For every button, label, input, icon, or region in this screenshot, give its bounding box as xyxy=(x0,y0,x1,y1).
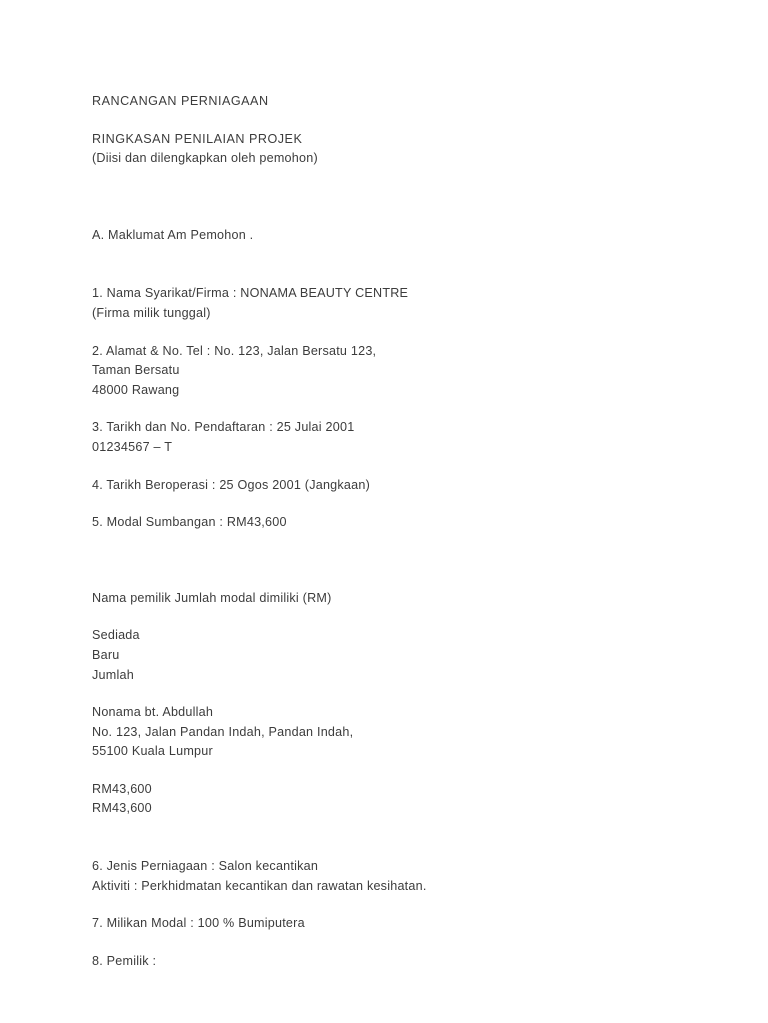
capital-row-label-baru: Baru xyxy=(92,647,120,662)
item-1-block xyxy=(92,284,692,323)
item-4-block xyxy=(92,476,692,496)
document-subtitle-note: (Diisi dan dilengkapkan oleh pemohon) xyxy=(92,151,318,166)
item-2-address-line-1: 2. Alamat & No. Tel : No. 123, Jalan Bersatu 123, xyxy=(92,343,377,358)
document-body xyxy=(92,92,692,989)
item-6-block xyxy=(92,857,692,896)
item-3-registration-number: 01234567 – T xyxy=(92,439,173,454)
item-1-company-name: 1. Nama Syarikat/Firma : NONAMA BEAUTY CENTRE xyxy=(92,286,409,301)
owner-address-line-1: No. 123, Jalan Pandan Indah, Pandan Indah, xyxy=(92,724,354,739)
item-2-address-line-2: Taman Bersatu xyxy=(92,363,180,378)
item-7-block xyxy=(92,914,692,934)
owner-address-line-2: 55100 Kuala Lumpur xyxy=(92,744,213,759)
capital-table-header-block xyxy=(92,589,692,609)
capital-amounts-block xyxy=(92,780,692,819)
document-subtitle-block xyxy=(92,130,692,169)
section-a-heading-block xyxy=(92,226,692,246)
item-6-activity: Aktiviti : Perkhidmatan kecantikan dan rawatan kesihatan. xyxy=(92,878,427,893)
item-1-company-type: (Firma milik tunggal) xyxy=(92,305,211,320)
item-4-operating-date: 4. Tarikh Beroperasi : 25 Ogos 2001 (Jangkaan) xyxy=(92,477,371,492)
capital-row-label-sediada: Sediada xyxy=(92,628,140,643)
item-8-owner-label: 8. Pemilik : xyxy=(92,953,157,968)
owner-details-block xyxy=(92,703,692,762)
capital-table-row-labels-block xyxy=(92,626,692,685)
capital-table-header: Nama pemilik Jumlah modal dimiliki (RM) xyxy=(92,590,332,605)
capital-row-label-jumlah: Jumlah xyxy=(92,667,134,682)
document-title: RANCANGAN PERNIAGAAN xyxy=(92,94,269,108)
item-2-address-line-3: 48000 Rawang xyxy=(92,382,180,397)
item-3-block xyxy=(92,418,692,457)
document-subtitle: RINGKASAN PENILAIAN PROJEK xyxy=(92,131,303,146)
capital-amount-2: RM43,600 xyxy=(92,801,152,816)
section-a-heading: A. Maklumat Am Pemohon . xyxy=(92,227,254,242)
item-5-capital-contribution: 5. Modal Sumbangan : RM43,600 xyxy=(92,515,287,530)
item-2-block xyxy=(92,342,692,401)
item-6-business-type: 6. Jenis Perniagaan : Salon kecantikan xyxy=(92,859,319,874)
item-3-registration-date: 3. Tarikh dan No. Pendaftaran : 25 Julai 2001 xyxy=(92,420,355,435)
item-8-block xyxy=(92,952,692,972)
owner-name: Nonama bt. Abdullah xyxy=(92,705,214,720)
document-title-block xyxy=(92,92,692,112)
item-5-block xyxy=(92,513,692,533)
item-7-capital-ownership: 7. Milikan Modal : 100 % Bumiputera xyxy=(92,916,305,931)
capital-amount-1: RM43,600 xyxy=(92,781,152,796)
